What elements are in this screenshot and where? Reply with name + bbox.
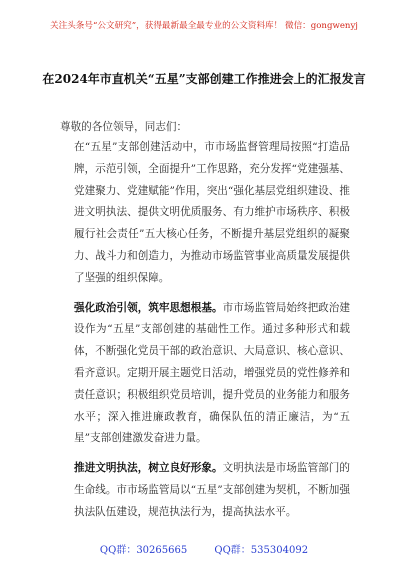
- paragraph-text: 文明执法是市场监管部门的生命线。市市场监管局以“五星”支部创建为契机，不断加强执法队伍建设，规范执法行为，提高执法水平。: [74, 462, 351, 518]
- paragraph-text: 市市场监管局始终把政治建设作为“五星”支部创建的基础性工作。通过多种形式和载体，不断强化党员干部的政治意识、大局意识、核心意识、看齐意识。定期开展主题党日活动，增强党员的党性修养和责任意识；积极组织党员培训，提升党员的业务能力和服务水平；深入推进廉政教育，确保队伍的清正廉洁，为“五星”支部创建激发奋进力量。: [74, 301, 351, 445]
- paragraph-text: 在“五星”支部创建活动中，市市场监督管理局按照“打造品牌，示范引领，全面提升”工作思路，充分发挥“党建强基、党建聚力、党建赋能”作用，突出“强化基层党组织建设、推进文明执法、提供文明优质服务、有力维护市场秩序、积极履行社会责任”五大核心任务，不断提升基层党组织的凝聚力、战斗力和创造力，为推动市场监管事业高质量发展提供了坚强的组织保障。: [74, 141, 350, 284]
- document-body: [74, 137, 350, 532]
- paragraph-1: [74, 137, 350, 290]
- promo-banner: 关注头条号“公文研究”，获得最新最全最专业的公文资料库！ 微信：gongwenyj: [50, 21, 358, 31]
- paragraph-2: [74, 298, 350, 451]
- paragraph-lead: 推进文明执法，树立良好形象。: [74, 462, 223, 475]
- qq-footer: [40, 544, 368, 558]
- qq-group-2: QQ群：535304092: [214, 545, 309, 556]
- paragraph-lead: 强化政治引领，筑牢思想根基。: [74, 301, 223, 314]
- document-title: 在2024年市直机关“五星”支部创建工作推进会上的汇报发言: [42, 72, 366, 86]
- salutation: 尊敬的各位领导，同志们：: [60, 121, 188, 133]
- qq-group-1: QQ群：30265665: [99, 545, 188, 556]
- paragraph-3: [74, 458, 350, 523]
